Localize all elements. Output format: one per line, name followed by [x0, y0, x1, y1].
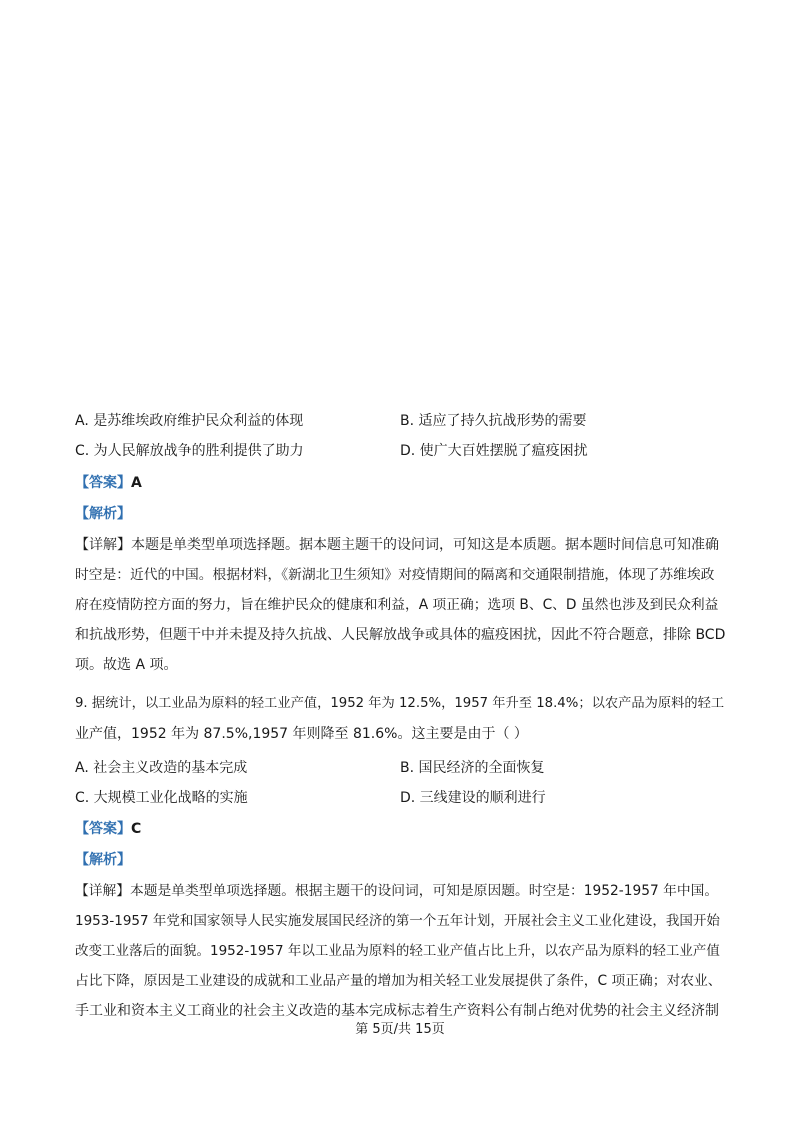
detail-line: 时空是：近代的中国。根据材料，《新湖北卫生须知》对疫情期间的隔离和交通限制措施，体现了苏维埃政: [75, 567, 715, 583]
q8-analysis-label: 【解析】: [75, 506, 131, 522]
q8-option-a: A. 是苏维埃政府维护民众利益的体现: [75, 413, 304, 429]
q9-detail: [75, 876, 725, 1026]
q8-option-c: C. 为人民解放战争的胜利提供了助力: [75, 443, 304, 459]
q8-answer: [75, 474, 142, 492]
q9-option-b: B. 国民经济的全面恢复: [400, 760, 545, 776]
answer-label: 【答案】: [75, 475, 131, 491]
q9-analysis-label: 【解析】: [75, 852, 131, 868]
q8-detail: [75, 530, 725, 680]
detail-line: 【详解】本题是单类型单项选择题。据本题主题干的设问词，可知这是本质题。据本题时间信息可知准确: [75, 537, 719, 553]
answer-value: A: [131, 475, 142, 491]
detail-line: 1953-1957 年党和国家领导人民实施发展国民经济的第一个五年计划，开展社会主义工业化建设，我国开始: [75, 913, 720, 929]
q9-option-d: D. 三线建设的顺利进行: [400, 790, 546, 806]
detail-line: 改变工业落后的面貌。1952-1957 年以工业品为原料的轻工业产值占比上升，以农产品为原料的轻工业产值: [75, 943, 720, 959]
q9-option-c: C. 大规模工业化战略的实施: [75, 790, 248, 806]
answer-value: C: [131, 821, 142, 837]
q9-answer: [75, 820, 141, 838]
page-footer: 第 5页/共 15页: [355, 1022, 445, 1037]
detail-line: 和抗战形势，但题干中并未提及持久抗战、人民解放战争或具体的瘟疫困扰，因此不符合题意，排除 BCD: [75, 627, 726, 643]
stem-line: 业产值，1952 年为 87.5%,1957 年则降至 81.6%。这主要是由于（ ）: [75, 726, 528, 742]
answer-label: 【答案】: [75, 821, 131, 837]
detail-line: 占比下降，原因是工业建设的成就和工业品产量的增加为相关轻工业发展提供了条件，C 项正确；对农业、: [75, 973, 722, 989]
detail-line: 项。故选 A 项。: [75, 657, 178, 673]
detail-line: 【详解】本题是单类型单项选择题。根据主题干的设问词，可知是原因题。时空是：1952-1957 年中国。: [75, 883, 719, 899]
q8-option-d: D. 使广大百姓摆脱了瘟疫困扰: [400, 443, 588, 459]
detail-line: 手工业和资本主义工商业的社会主义改造的基本完成标志着生产资料公有制占绝对优势的社会主义经济制: [75, 1003, 719, 1019]
stem-line: 9. 据统计，以工业品为原料的轻工业产值，1952 年为 12.5%，1957 年升至 18.4%；以农产品为原料的轻工: [75, 696, 725, 711]
q8-option-b: B. 适应了持久抗战形势的需要: [400, 413, 587, 429]
q9-option-a: A. 社会主义改造的基本完成: [75, 760, 248, 776]
q9-stem: [75, 689, 725, 749]
detail-line: 府在疫情防控方面的努力，旨在维护民众的健康和利益，A 项正确；选项 B、C、D 虽然也涉及到民众利益: [75, 597, 719, 613]
